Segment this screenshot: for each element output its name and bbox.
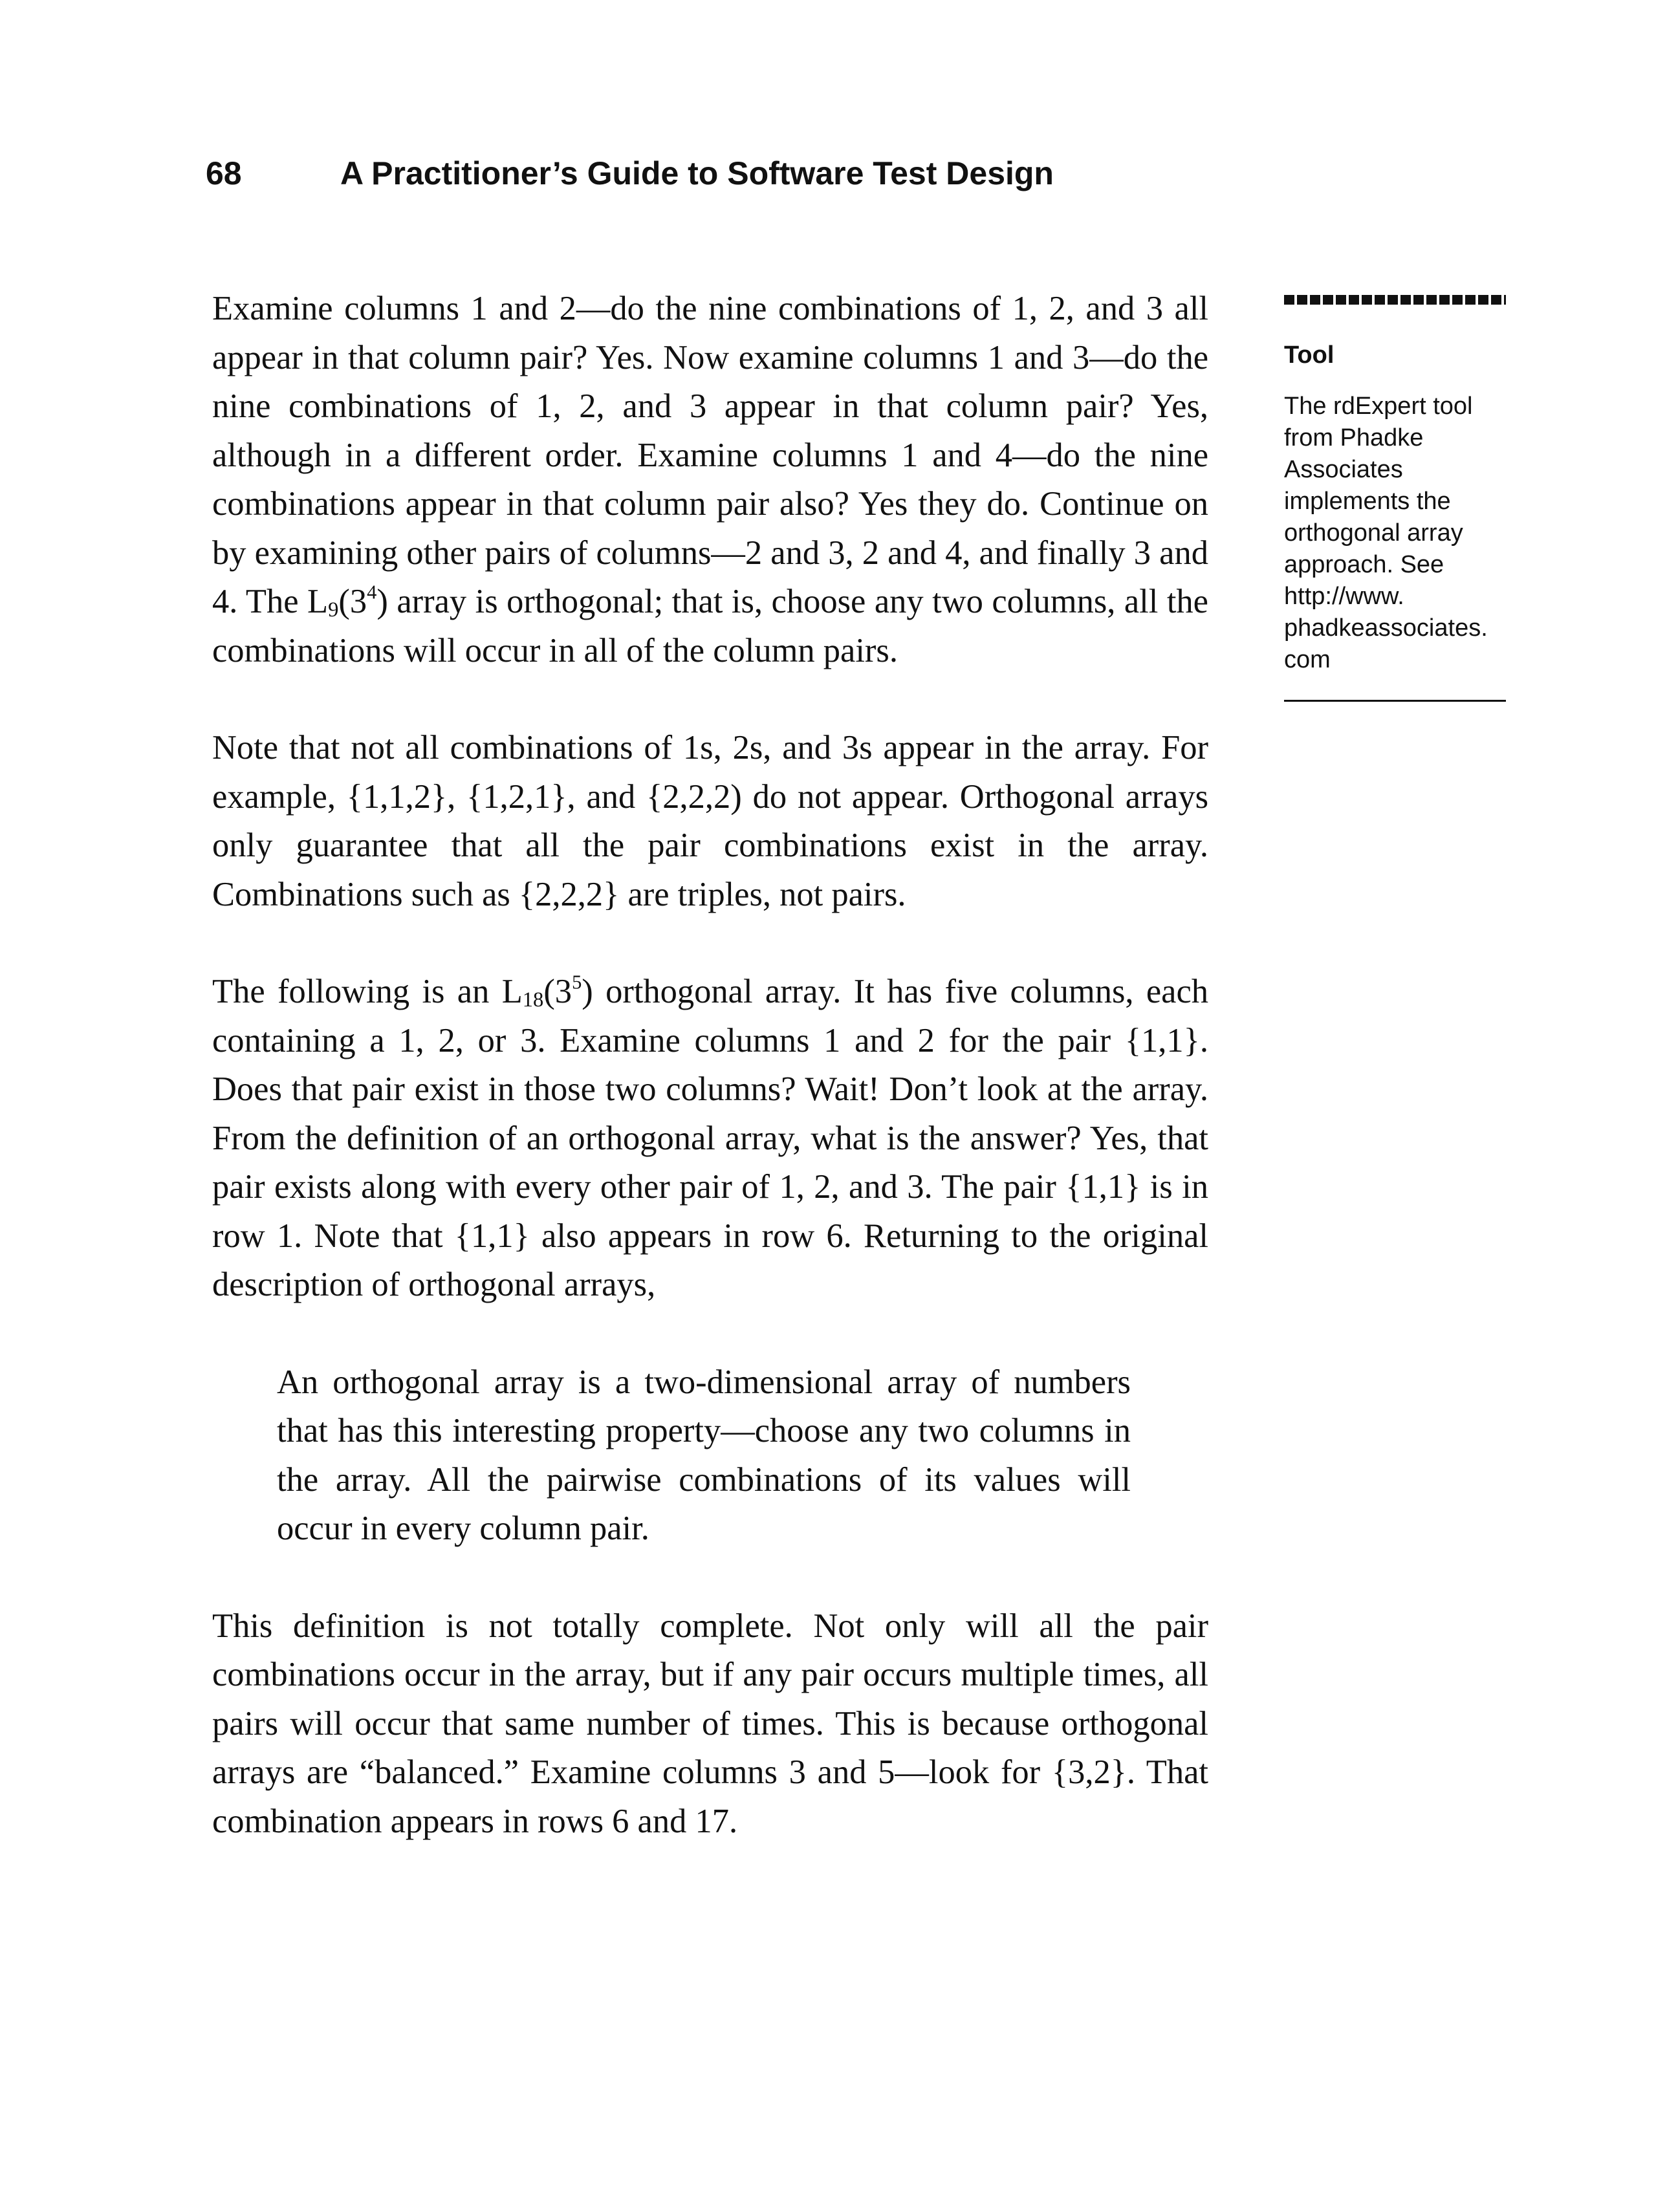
page-number: 68	[206, 155, 242, 191]
main-text-column	[212, 285, 1208, 1846]
sidebar-dotted-rule	[1284, 295, 1506, 305]
book-title: A Practitioner’s Guide to Software Test Design	[340, 155, 1054, 191]
sidebar-url-line-3: com	[1284, 646, 1331, 673]
sidebar-heading: Tool	[1284, 342, 1335, 369]
sidebar-bottom-rule	[1284, 700, 1506, 702]
running-header	[206, 154, 1054, 193]
paragraph-columns-examination: Examine columns 1 and 2—do the nine combinations of 1, 2, and 3 all appear in that column pair? Yes. Now examine columns 1 and 3—do the nine combinations of 1, 2, and 3 appear in that column pair? Yes, although in a different order. Examine columns 1 and 4—do the nine combinations appear in that column pair also? Yes they do. Continue on by examining other pairs of columns—2 and 3, 2 and 4, and finally 3 and 4. The $L_9(3^4)$ array is orthogonal; that is, choose any two columns, all the combinations will occur in all of the column pairs.	[212, 290, 1208, 669]
sidebar-url-line-1: http://www.	[1284, 583, 1404, 610]
sidebar-url-line-2: phadkeassociates.	[1284, 614, 1488, 642]
paragraph-l18-array: The following is an $L_{18}(3^5)$ orthogonal array. It has five columns, each containing a 1, 2, or 3. Examine columns 1 and 2 for the pair {1,1}. Does that pair exist in those two columns? Wait! Don’t look at the array. From the definition of an orthogonal array, what is the answer? Yes, that pair exists along with every other pair of 1, 2, and 3. The pair {1,1} is in row 1. Note that {1,1} also appears in row 6. Returning to the original description of orthogonal arrays,	[212, 971, 1208, 1303]
paragraph-balanced-arrays: This definition is not totally complete. Not only will all the pair combinations occur in the array, but if any pair occurs multiple times, all pairs will occur that same number of times. This is because orthogonal arrays are “balanced.” Examine columns 3 and 5—look for {3,2}. That combination appears in rows 6 and 17.	[212, 1607, 1208, 1840]
definition-quote: An orthogonal array is a two-dimensional array of numbers that has this interesting property—choose any two columns in the array. All the pairwise combinations of its values will occur in every column pair.	[277, 1363, 1131, 1547]
paragraph-not-all-combinations: Note that not all combinations of 1s, 2s, and 3s appear in the array. For example, {1,1,2}, {1,2,1}, and {2,2,2) do not appear. Orthogonal arrays only guarantee that all the pair combinations exist in the array. Combinations such as {2,2,2} are triples, not pairs.	[212, 729, 1208, 913]
tool-sidebar	[1284, 295, 1507, 702]
sidebar-text: The rdExpert tool from Phadke Associates implements the orthogonal array approach. See http://www. phadkeassociates. com	[1284, 391, 1507, 676]
